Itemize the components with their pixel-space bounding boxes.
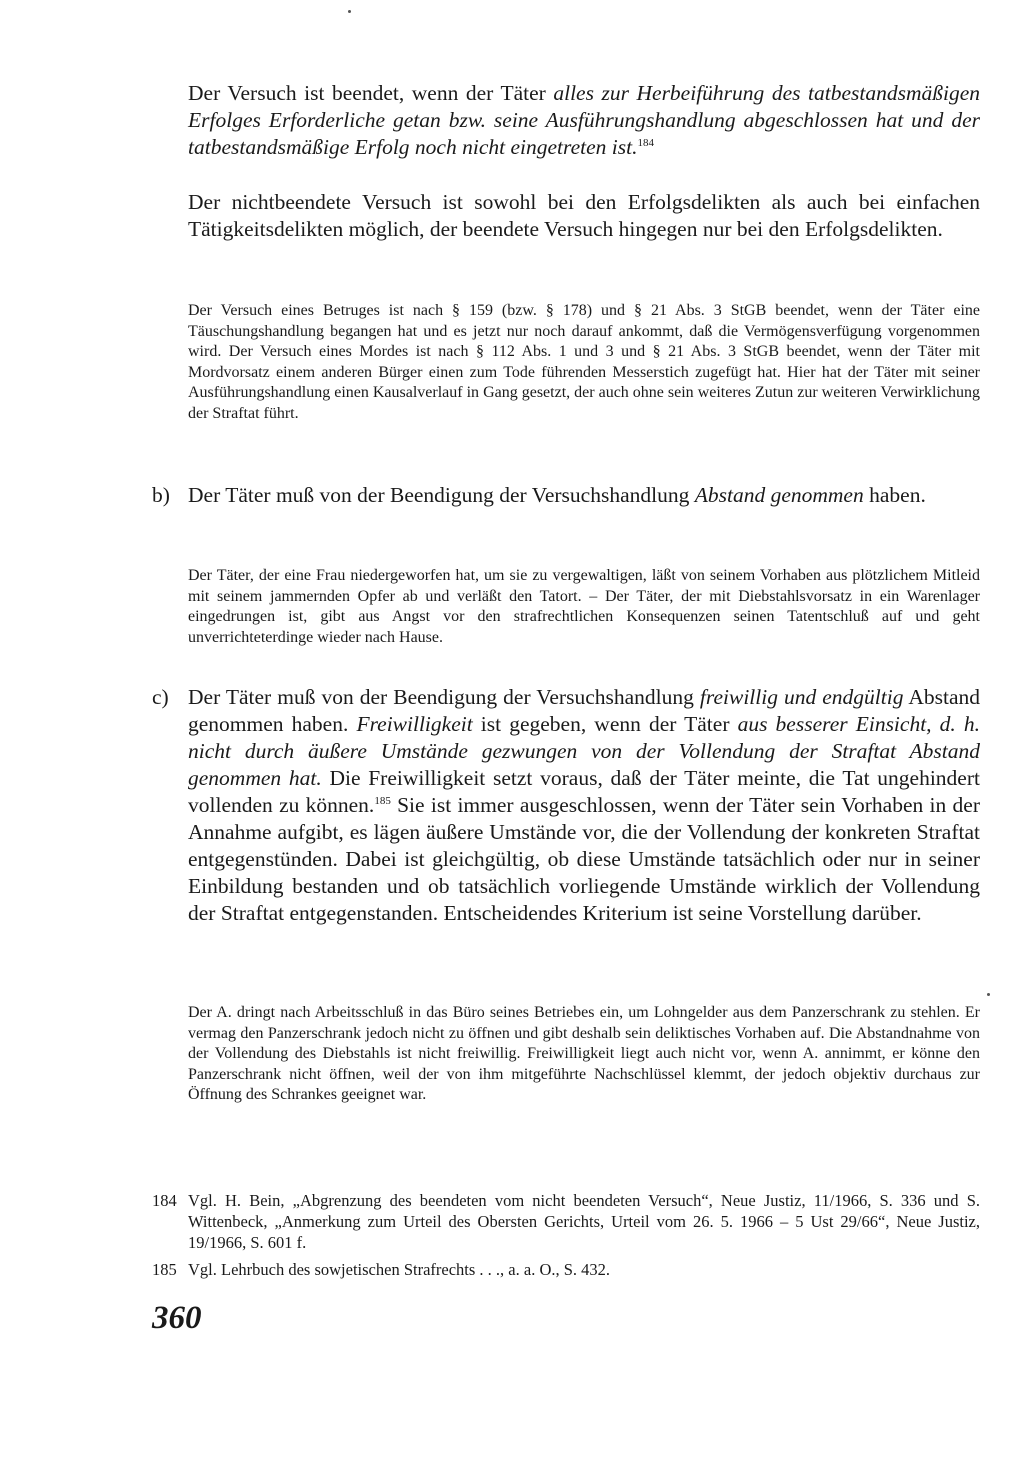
footnote-number: 185 bbox=[152, 1260, 177, 1279]
example-taeter: Der Täter, der eine Frau niedergeworfen hat, um sie zu vergewaltigen, läßt von seinem Vorhaben aus plötzlichem Mitleid mit seinem jammernden Opfer ab und verläßt den Tatort. – Der Täter, der mit Diebstahlsvorsatz in ein Warenlager eingedrungen ist, gibt aus Angst vor den strafrechtlichen Konsequenzen seinen Tatentschluß auf und geht unverrichteterdinge wieder nach Hause. bbox=[188, 567, 980, 646]
scan-speck bbox=[348, 10, 351, 13]
footnote-185 bbox=[152, 1259, 980, 1280]
example-betrug: Der Versuch eines Betruges ist nach § 159 (bzw. § 178) und § 21 Abs. 3 StGB beendet, wenn der Täter eine Täuschungshandlung begangen hat und es jetzt nur noch darauf ankommt, daß die Vermögensverfügung vorgenommen wird. Der Versuch eines Mordes ist nach § 112 Abs. 1 und 3 und § 21 Abs. 3 StGB beendet, wenn der Täter mit Mordvorsatz einem anderen Bürger einen zum Tode führenden Messerstich zugefügt hat. Hier hat der Täter mit seiner Ausführungshandlung einen Kausalverlauf in Gang gesetzt, der auch ohne sein weiteres Zutun zur weiteren Verwirklichung der Straftat führt. bbox=[188, 302, 980, 422]
list-text-c: Der Täter muß von der Beendigung der Versuchshandlung freiwillig und endgültig Abstand genommen haben. Freiwilligkeit ist gegeben, wenn der Täter aus besserer Einsicht, d. h. nicht durch äußere Umstände gezwungen von der Vollendung der Straftat Abstand genommen hat. Die Freiwilligkeit setzt voraus, daß der Täter meinte, die Tat ungehindert vollenden zu können.$^{185}$ Sie ist immer ausgeschlossen, wenn der Täter sein Vorhaben in der Annahme aufgibt, es lägen äußere Umstände vor, die der Vollendung der konkreten Straftat entgegenstünden. Dabei ist gleichgültig, ob diese Umstände tatsächlich oder nur in seiner Einbildung bestanden und ob tatsächlich vorliegende Umstände wirklich der Vollendung der Straftat entgegenstanden. Entscheidendes Kriterium ist seine Vorstellung darüber. bbox=[188, 685, 980, 925]
footnote-184 bbox=[152, 1190, 980, 1253]
footnote-ref-185[interactable]: 185 bbox=[374, 794, 391, 807]
paragraph-nichtbeendeter-versuch: Der nichtbeendete Versuch ist sowohl bei den Erfolgsdelikten als auch bei einfachen Tätigkeitsdelikten möglich, der beendete Versuch hingegen nur bei den Erfolgsdelikten. bbox=[188, 190, 980, 241]
list-item-b bbox=[152, 482, 980, 509]
example-panzerschrank: Der A. dringt nach Arbeitsschluß in das Büro seines Betriebes ein, um Lohngelder aus dem Panzerschrank zu stehlen. Er vermag den Panzerschrank jedoch nicht zu öffnen und gibt deshalb sein deliktisches Vorhaben auf. Die Abstandnahme von der Vollendung des Diebstahls ist nicht freiwillig. Freiwilligkeit liegt auch nicht vor, wenn A. annimmt, er könne den Panzerschrank nicht öffnen, weil der von ihm mitgeführte Nachschlüssel klemmt, der jedoch objektiv durchaus zur Öffnung des Schrankes geeignet war. bbox=[188, 1004, 980, 1103]
list-label-c: c) bbox=[152, 685, 169, 709]
footnote-text: Vgl. H. Bein, „Abgrenzung des beendeten vom nicht beendeten Versuch“, Neue Justiz, 11/1966, S. 336 und S. Wittenbeck, „Anmerkung zum Urteil des Obersten Gerichts, Urteil vom 26. 5. 1966 – 5 Ust 29/66“, Neue Justiz, 19/1966, S. 601 f. bbox=[188, 1191, 980, 1252]
list-item-c bbox=[152, 684, 980, 927]
paragraph-beendeter-versuch: Der Versuch ist beendet, wenn der Täter alles zur Herbeiführung des tatbestandsmäßigen Erfolges Erforderliche getan bzw. seine Ausführungshandlung abgeschlossen hat und der tatbestandsmäßige Erfolg noch nicht eingetreten ist.$^{184}$ bbox=[188, 81, 980, 159]
page-number: 360 bbox=[152, 1300, 202, 1336]
list-label-b: b) bbox=[152, 483, 170, 507]
scan-speck bbox=[987, 993, 990, 996]
footnote-text: Vgl. Lehrbuch des sowjetischen Strafrechts . . ., a. a. O., S. 432. bbox=[188, 1260, 611, 1279]
footnote-ref-184[interactable]: 184 bbox=[637, 136, 654, 149]
footnote-number: 184 bbox=[152, 1191, 177, 1210]
list-text-b: Der Täter muß von der Beendigung der Versuchshandlung Abstand genommen haben. bbox=[188, 483, 926, 507]
